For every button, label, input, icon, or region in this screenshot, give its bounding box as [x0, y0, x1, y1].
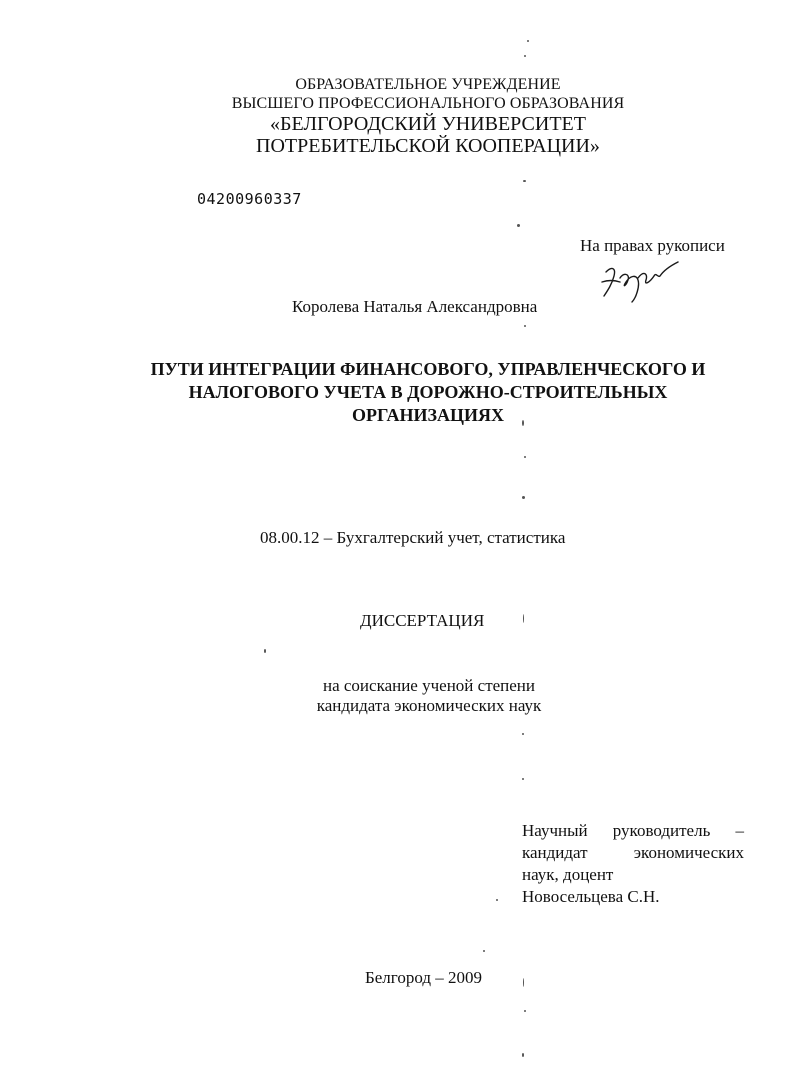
author-name: Королева Наталья Александровна [292, 297, 538, 316]
scan-speck [522, 733, 524, 735]
title-line-2: НАЛОГОВОГО УЧЕТА В ДОРОЖНО-СТРОИТЕЛЬНЫХ [188, 382, 668, 402]
institution-line-2: ВЫСШЕГО ПРОФЕССИОНАЛЬНОГО ОБРАЗОВАНИЯ [231, 95, 625, 112]
supervisor-word-2: руководитель [612, 821, 711, 840]
scan-speck [522, 1053, 524, 1057]
institution-line-3: «БЕЛГОРОДСКИЙ УНИВЕРСИТЕТ [270, 113, 586, 135]
scan-speck [496, 899, 498, 901]
scan-speck [524, 325, 526, 327]
supervisor-line-2 [522, 842, 744, 864]
scan-speck [483, 950, 485, 952]
supervisor-degree-word-1: кандидат [522, 843, 588, 862]
supervisor-word-1: Научный [522, 821, 588, 840]
scan-speck [527, 40, 529, 42]
degree-line-2: кандидата экономических наук [316, 696, 542, 715]
supervisor-degree-word-2: экономических [633, 843, 744, 862]
scan-speck [524, 456, 526, 458]
scan-speck [522, 496, 525, 499]
scan-speck [524, 55, 526, 57]
scan-speck [522, 778, 524, 780]
scan-speck [523, 614, 524, 623]
dissertation-title [130, 358, 726, 427]
degree-statement [300, 676, 558, 716]
scan-speck [524, 1010, 526, 1012]
city-year: Белгород – 2009 [365, 968, 482, 987]
institution-line-4: ПОТРЕБИТЕЛЬСКОЙ КООПЕРАЦИИ» [256, 135, 600, 157]
supervisor-dash: – [735, 821, 744, 840]
institution-header [0, 75, 799, 157]
document-type: ДИССЕРТАЦИЯ [360, 611, 485, 630]
degree-line-1: на соискание ученой степени [322, 676, 536, 695]
scan-speck [517, 224, 520, 227]
supervisor-block [522, 820, 744, 908]
scan-speck [523, 978, 524, 987]
institution-line-1: ОБРАЗОВАТЕЛЬНОЕ УЧРЕЖДЕНИЕ [295, 76, 561, 93]
document-number: 04200960337 [197, 190, 302, 208]
supervisor-line-1 [522, 820, 744, 842]
scan-speck [523, 180, 526, 182]
supervisor-name: Новосельцева С.Н. [522, 887, 660, 906]
title-line-3: ОРГАНИЗАЦИЯХ [352, 405, 504, 425]
specialty-code: 08.00.12 – Бухгалтерский учет, статистика [260, 528, 566, 547]
supervisor-line-3: наук, доцент [522, 865, 614, 884]
manuscript-rights-note: На правах рукописи [580, 236, 725, 255]
handwritten-signature [598, 258, 688, 304]
scan-speck [522, 420, 524, 426]
scan-speck [264, 649, 266, 653]
title-line-1: ПУТИ ИНТЕГРАЦИИ ФИНАНСОВОГО, УПРАВЛЕНЧЕСКОГО И [150, 359, 706, 379]
